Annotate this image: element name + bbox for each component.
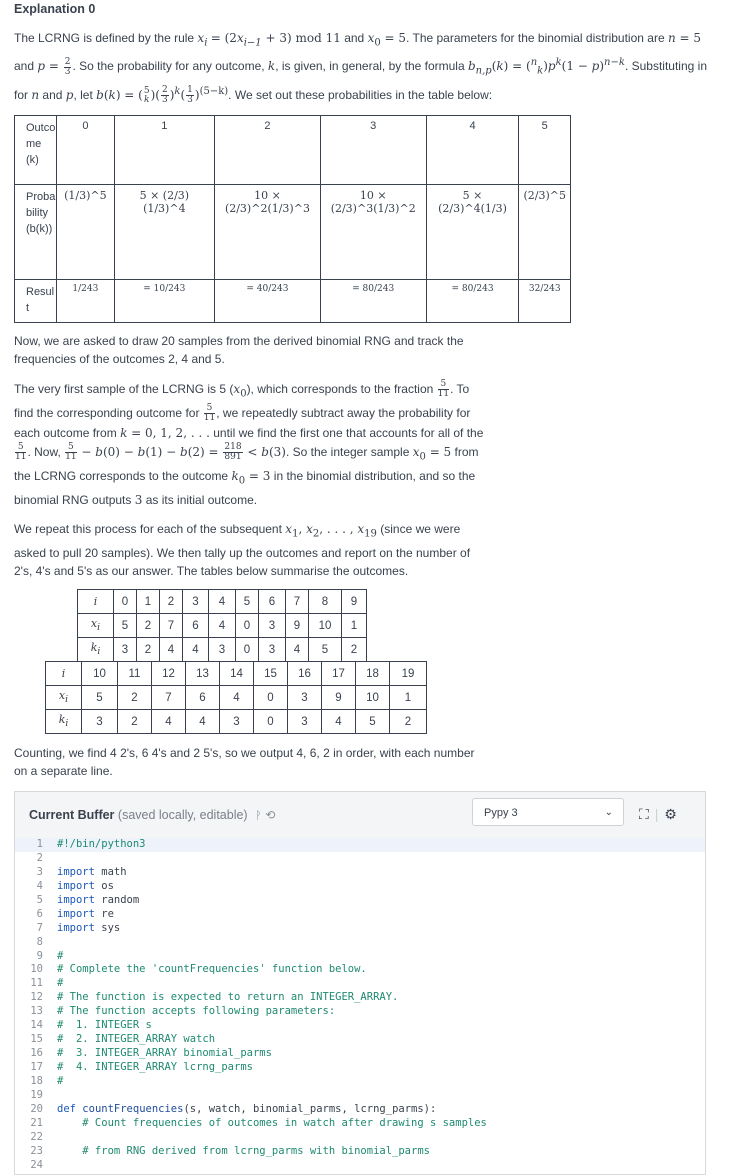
code-line[interactable] [15, 880, 705, 894]
code-line[interactable] [15, 963, 705, 977]
line-number: 15 [30, 1033, 43, 1046]
line-number: 6 [36, 907, 43, 920]
code-line[interactable] [15, 1103, 705, 1117]
line-text: # from RNG derived from lcrng_parms with binomial_parms [57, 1144, 430, 1157]
line-number: 7 [36, 921, 43, 934]
line-text: # [57, 949, 64, 962]
first-sample-paragraph: The very first sample of the LCRNG is 5 $(x_0)$, which corresponds to the fraction $\frac{5}{11}$ . To find the corresponding outcome for $\frac{5}{11}$ , we repeatedly subtract away the probability for each outcome from k = 0, 1, 2, . . . until we find the first one that accounts for all of the $\frac{5}{11}$ . Now, $\frac{5}{11}$ − b(0) − b(1) − b(2) = $\frac{218}{891}$ < b(3). So the integer sample $x_0 = 5$ from the LCRNG corresponds to the outcome $k_0 = 3$ in the binomial distribution, and so the binomial RNG outputs 3 as its initial outcome. [14, 379, 484, 507]
code-line[interactable] [15, 1019, 705, 1033]
row-header-outcome: Outcome (k) [15, 116, 57, 185]
branch-icon[interactable]: ᚹ [255, 810, 262, 822]
line-number: 24 [30, 1158, 43, 1171]
settings-gear-icon[interactable]: ⚙ [664, 806, 677, 822]
chevron-down-icon: ⌄ [604, 807, 613, 818]
code-line[interactable] [15, 936, 705, 950]
result-cell: = 80/243 [426, 280, 519, 323]
line-text: # 2. INTEGER_ARRAY watch [57, 1033, 216, 1046]
line-text: import sys [57, 921, 121, 934]
line-text: # The function is expected to return an INTEGER_ARRAY. [57, 991, 399, 1004]
line-text: #!/bin/python3 [57, 838, 146, 850]
explanation [14, 0, 714, 580]
line-number: 18 [30, 1074, 43, 1087]
result-cell: 1/243 [57, 280, 114, 323]
line-text: # [57, 1074, 64, 1087]
line-text: def countFrequencies(s, watch, binomial_parms, lcrng_parms): [57, 1102, 437, 1115]
line-text: # 4. INTEGER_ARRAY lcrng_parms [57, 1061, 253, 1073]
code-line[interactable] [15, 866, 705, 880]
probability-cell: (1/3)^5 [57, 185, 114, 280]
line-number: 17 [30, 1061, 43, 1073]
code-line[interactable] [15, 977, 705, 991]
line-number: 14 [30, 1019, 43, 1032]
row-header-probability: Probability (b(k)) [15, 185, 57, 280]
line-number: 11 [30, 977, 43, 990]
code-line[interactable] [15, 852, 705, 866]
line-text: # 1. INTEGER s [57, 1019, 152, 1032]
line-text: # 3. INTEGER_ARRAY binomial_parms [57, 1047, 272, 1060]
probability-cell: (2/3)^5 [519, 185, 571, 280]
outcome-cell: 3 [320, 116, 426, 185]
line-number: 1 [36, 838, 43, 850]
result-cell: = 80/243 [320, 280, 426, 323]
line-number: 13 [30, 1005, 43, 1018]
code-line[interactable] [15, 1117, 705, 1131]
line-number: 2 [36, 851, 43, 864]
line-text: import os [57, 879, 114, 892]
probability-cell: 10 × (2/3)^2(1/3)^3 [215, 185, 321, 280]
line-number: 23 [30, 1144, 43, 1157]
code-line[interactable] [15, 991, 705, 1005]
result-cell: = 10/243 [114, 280, 215, 323]
editor-title: Current Buffer (saved locally, editable) ᚹ ⟲ [29, 808, 276, 822]
line-text: # Count frequencies of outcomes in watch after drawing s samples [57, 1116, 487, 1129]
code-editor[interactable] [14, 791, 706, 1175]
line-text: # [57, 977, 64, 990]
code-line[interactable] [15, 838, 705, 852]
probability-cell: 5 × (2/3)^4(1/3) [426, 185, 519, 280]
probability-cell: 10 × (2/3)^3(1/3)^2 [320, 185, 426, 280]
history-icon[interactable]: ⟲ [265, 808, 276, 822]
line-number: 4 [36, 879, 43, 892]
code-line[interactable] [15, 1131, 705, 1145]
line-number: 16 [30, 1047, 43, 1060]
samples-table-1: i 0 1 2 3 4 5 6 7 8 9 $x_i$ 5 2 7 6 4 0 3 9 10 1 $k_i$ 3 2 4 4 3 0 3 4 5 2 [77, 589, 367, 662]
line-number: 12 [30, 991, 43, 1004]
line-text: import math [57, 865, 127, 878]
code-line[interactable] [15, 1159, 705, 1173]
editor-header [15, 792, 705, 839]
code-line[interactable] [15, 1075, 705, 1089]
code-line[interactable] [15, 894, 705, 908]
counting-paragraph: Counting, we find 4 2's, 6 4's and 2 5's, so we output 4, 6, 2 in order, with each number on a separate line. [14, 746, 475, 778]
line-text: import re [57, 907, 114, 920]
line-number: 8 [36, 935, 43, 948]
samples-table-2: i 10 11 12 13 14 15 16 17 18 19 $x_i$ 5 2 7 6 4 0 3 9 10 1 $k_i$ 3 2 4 4 3 0 3 4 5 2 [45, 661, 427, 734]
line-text: # The function accepts following parameters: [57, 1005, 336, 1018]
fullscreen-icon[interactable]: ⛶ [639, 806, 649, 822]
code-line[interactable] [15, 950, 705, 964]
code-line[interactable] [15, 1033, 705, 1047]
line-number: 19 [30, 1088, 43, 1101]
code-line[interactable] [15, 1145, 705, 1159]
probability-cell: 5 × (2/3)(1/3)^4 [114, 185, 215, 280]
line-number: 3 [36, 865, 43, 878]
probability-table [14, 115, 571, 323]
outcome-cell: 0 [57, 116, 114, 185]
line-number: 20 [30, 1102, 43, 1115]
code-line[interactable] [15, 1047, 705, 1061]
outcome-cell: 4 [426, 116, 519, 185]
row-header-result: Result [15, 280, 57, 323]
editor-tools: ⛶ | ⚙ [639, 806, 677, 822]
language-select[interactable]: Pypy 3 ⌄ [472, 798, 624, 826]
samples-paragraph: Now, we are asked to draw 20 samples from the derived binomial RNG and track the frequencies of the outcomes 2, 4 and 5. [14, 334, 464, 367]
result-cell: = 40/243 [215, 280, 321, 323]
line-number: 21 [30, 1116, 43, 1129]
line-text: # Complete the 'countFrequencies' function below. [57, 963, 367, 976]
line-number: 9 [36, 949, 43, 962]
explanation-heading: Explanation 0 [14, 2, 96, 16]
code-line[interactable] [15, 908, 705, 922]
code-line[interactable] [15, 1089, 705, 1103]
code-line[interactable] [15, 1005, 705, 1019]
outcome-cell: 1 [114, 116, 215, 185]
result-cell: 32/243 [519, 280, 571, 323]
repeat-paragraph: We repeat this process for each of the subsequent $x_1$, $x_2$, . . . , $x_{19}$ (since we were asked to pull 20 samples). We then tally up the outcomes and report on the number of 2's, 4's and 5's as our answer. The tables below summarise the outcomes. [14, 522, 471, 578]
outcome-cell: 5 [519, 116, 571, 185]
line-number: 5 [36, 893, 43, 906]
code-line[interactable] [15, 1061, 705, 1075]
outcome-cell: 2 [215, 116, 321, 185]
intro-paragraph: The LCRNG is defined by the rule $x_i = (2x_{i-1} + 3)$ mod 11 and $x_0 = 5$. The parameters for the binomial distribution are n = 5 and p = $\frac{2}{3}$ . So the probability for any outcome, k, is given, in general, by the formula $b_{n,p}(k) = (^n_k)p^k(1 - p)^{n-k}$. Substituting in for n and p, let b(k) = ( 5 k )( $\frac{2}{3}$ )$^k$( $\frac{1}{3}$ )$^{(5-k)}$. We set out these probabilities in the table below: [14, 31, 707, 106]
code-area[interactable] [15, 838, 705, 1173]
line-number: 22 [30, 1130, 43, 1143]
code-line[interactable] [15, 922, 705, 936]
line-text: import random [57, 893, 140, 906]
line-number: 10 [30, 963, 43, 976]
